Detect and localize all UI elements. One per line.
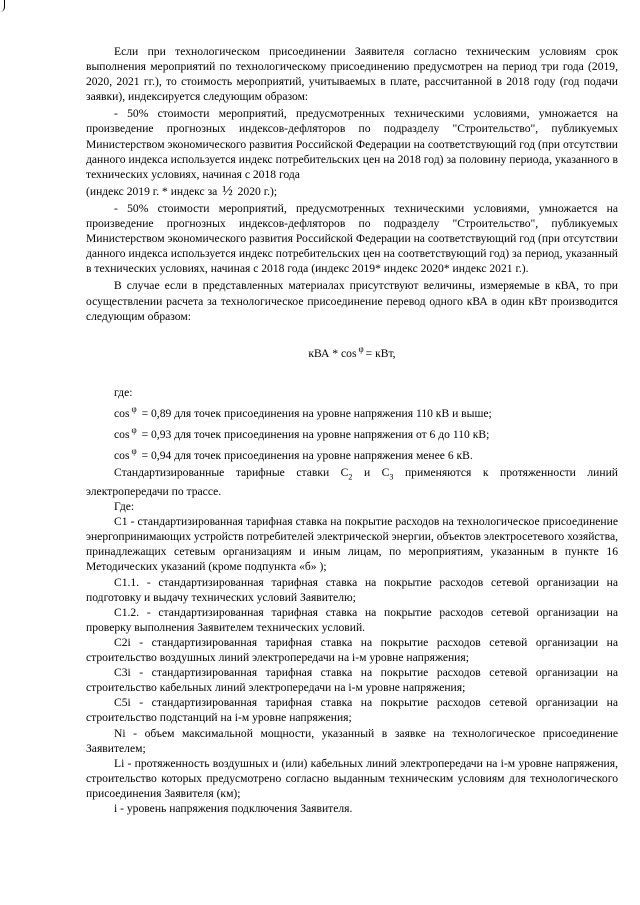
cos-line-6 <box>86 444 618 463</box>
cos-line-6-110 <box>86 423 618 442</box>
cos-line-110 <box>86 402 618 421</box>
definition-c2i: С2i - стандартизированная тарифная ставка на покрытие расходов сетевой организации на строительство воздушных линий электропередачи на i-м уровне напряжения; <box>86 635 618 665</box>
paragraph-indexation-intro: Если при технологическом присоединении Заявителя согласно техническим условиям срок выполнения мероприятий по технологическому присоединению предусмотрен на период три года (2019, 2020, 2021 гг.), то стоимость мероприятий, учитываемых в плате, рассчитанной в 2018 году (год подачи заявки), индексируется следующим образом: <box>86 45 618 104</box>
paragraph-first-half-index <box>86 184 618 199</box>
first-half-text: - 50% стоимости мероприятий, предусмотренных техническими условиями, умножается на произведение прогнозных индексов-дефляторов по подразделу "Строительство", публикуемых Министерством экономического развития Российской Федерации на соответствующий год (при отсутствии данного индекса используется индекс потребительских цен на 2018 год) за половину периода, указанного в технических условиях, начиная с 2018 года <box>86 107 618 181</box>
phi-symbol: φ <box>131 403 137 414</box>
definition-c5i: С5i - стандартизированная тарифная ставка на покрытие расходов сетевой организации на строительство подстанций на i-м уровне напряжения; <box>86 696 618 725</box>
definition-c11: С1.1. - стандартизированная тарифная ставка на покрытие расходов сетевой организации на подготовку и выдачу технических условий Заявителю; <box>86 575 618 604</box>
phi-symbol: φ <box>358 343 364 354</box>
rates-text-b: и С <box>352 465 390 479</box>
index-text-b: 2020 г.); <box>237 184 278 198</box>
cos-label: cos <box>114 427 130 441</box>
definition-c3i: С3i - стандартизированная тарифная ставка на покрытие расходов сетевой организации на строительство кабельных линий электропередачи на i-м уровне напряжения; <box>86 666 618 695</box>
formula-right: = кВт, <box>365 346 396 360</box>
conversion-formula <box>86 342 618 361</box>
cos-label: cos <box>114 448 130 462</box>
subscript-3: 3 <box>389 471 394 481</box>
cos-value: = 0,93 для точек присоединения на уровне напряжения от 6 до 110 кВ; <box>141 427 490 441</box>
cos-value: = 0,89 для точек присоединения на уровне напряжения 110 кВ и выше; <box>141 406 492 420</box>
formula-left: кВА * cos <box>308 346 357 360</box>
paragraph-kva-conversion: В случае если в представленных материалах присутствуют величины, измеряемые в кВА, то при осуществлении расчета за технологическое присоединение перевод одного кВА в один кВт производится следующим образом: <box>86 279 618 323</box>
definition-c12: С1.2. - стандартизированная тарифная ставка на покрытие расходов сетевой организации на проверку выполнения Заявителем технических условий. <box>86 605 618 634</box>
subscript-2: 2 <box>348 471 353 481</box>
definition-c1: С1 - стандартизированная тарифная ставка на покрытие расходов на технологическое присоединение энергопринимающих устройств потребителей электрической энергии, объектов электросетевого хозяйства, принадлежащих сетевым организациям и иным лицам, по мероприятиям, указанным в пункте 16 Методических указаний (кроме подпункта «б» ); <box>86 515 618 574</box>
definition-ni: Ni - объем максимальной мощности, указанный в заявке на технологическое присоединение Заявителем; <box>86 726 618 755</box>
document-page <box>86 44 618 816</box>
paragraph-second-half: - 50% стоимости мероприятий, предусмотренных техническими условиями, умножается на произведение прогнозных индексов-дефляторов по подразделу "Строительство", публикуемых Министерством экономического развития Российской Федерации на соответствующий год (при отсутствии данного индекса используется индекс потребительских цен на соответствующий год) за период, указанный в технических условиях, начиная с 2018 года (индекс 2019* индекс 2020* индекс 2021 г.). <box>86 201 618 276</box>
phi-symbol: φ <box>131 424 137 435</box>
cos-label: cos <box>114 406 130 420</box>
phi-symbol: φ <box>131 445 137 456</box>
index-text-a: (индекс 2019 г. * индекс за <box>86 184 218 198</box>
page-corner-mark <box>0 0 5 12</box>
paragraph-first-half <box>86 106 618 181</box>
definition-i: i - уровень напряжения подключения Заявителя. <box>114 801 353 815</box>
definition-li: Li - протяженность воздушных и (или) кабельных линий электропередачи на i-м уровне напряжения, строительство которых предусмотрено согласно выданным техническим условиям для технологического присоединения Заявителя (км); <box>86 756 618 800</box>
cos-value: = 0,94 для точек присоединения на уровне напряжения менее 6 кВ. <box>141 448 473 462</box>
paragraph-standard-rates <box>86 465 618 500</box>
rates-text-c: применяются к протяженности линий электропередачи по трассе. <box>86 465 618 498</box>
rates-text-a: Стандартизированные тарифные ставки С <box>114 465 349 479</box>
where-label: где: <box>114 385 133 399</box>
where-label-2: Где: <box>114 500 135 514</box>
half-fraction: ½ <box>222 183 233 199</box>
